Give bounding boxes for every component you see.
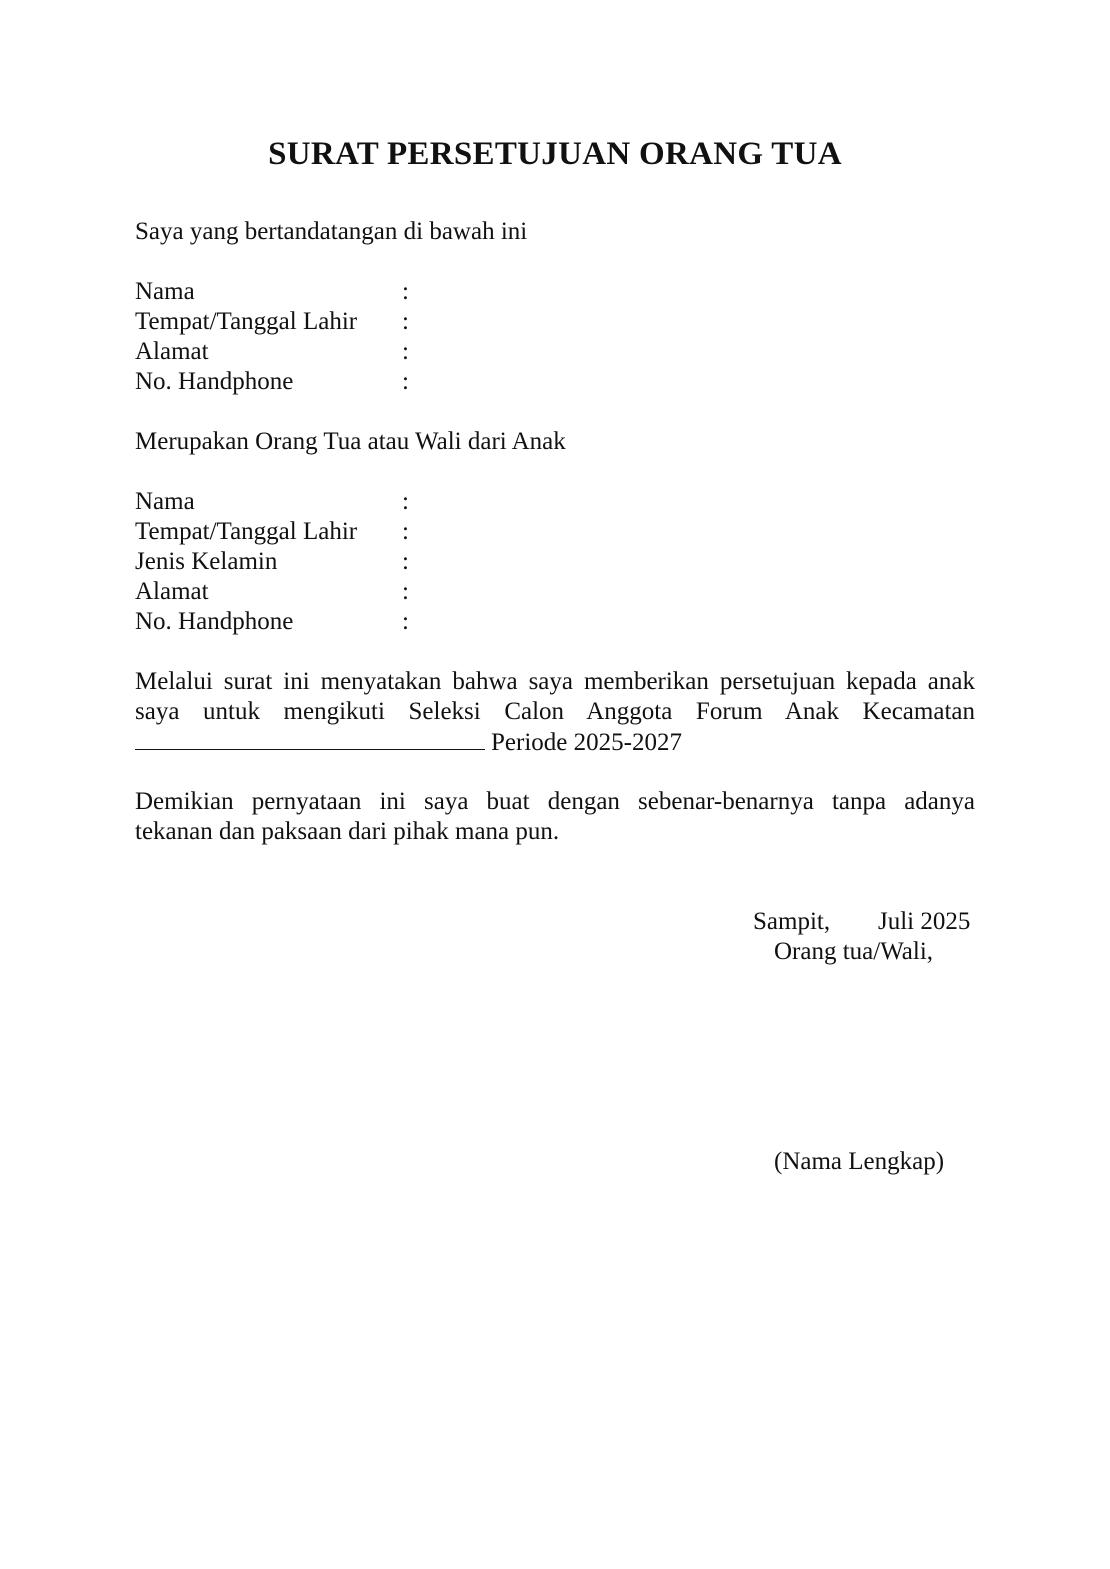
child-field-name-label: Nama bbox=[135, 488, 195, 515]
parent-field-address-label: Alamat bbox=[135, 338, 209, 365]
signature-role: Orang tua/Wali, bbox=[774, 938, 934, 965]
consent-paragraph bbox=[135, 667, 975, 758]
child-field-gender-label: Jenis Kelamin bbox=[135, 548, 278, 575]
consent-line-1: Melalui surat ini menyatakan bahwa saya memberikan persetujuan kepada anak bbox=[135, 668, 975, 695]
relation-text: Merupakan Orang Tua atau Wali dari Anak bbox=[135, 428, 566, 455]
signature-name-placeholder: (Nama Lengkap) bbox=[774, 1148, 945, 1175]
field-colon: : bbox=[402, 368, 409, 395]
parent-field-birth-label: Tempat/Tanggal Lahir bbox=[135, 308, 358, 335]
closing-line-2: tekanan dan paksaan dari pihak mana pun. bbox=[135, 818, 560, 845]
consent-line-2: saya untuk mengikuti Seleksi Calon Anggota Forum Anak Kecamatan bbox=[135, 698, 975, 725]
field-colon: : bbox=[402, 488, 409, 515]
signature-date: Juli 2025 bbox=[878, 908, 971, 935]
child-field-phone-label: No. Handphone bbox=[135, 608, 294, 635]
closing-line-1: Demikian pernyataan ini saya buat dengan sebenar-benarnya tanpa adanya bbox=[135, 788, 975, 815]
child-field-birth-label: Tempat/Tanggal Lahir bbox=[135, 518, 358, 545]
parent-field-phone-label: No. Handphone bbox=[135, 368, 294, 395]
period-text: Periode 2025-2027 bbox=[491, 729, 682, 756]
parent-field-name-label: Nama bbox=[135, 278, 195, 305]
field-colon: : bbox=[402, 338, 409, 365]
child-field-address-label: Alamat bbox=[135, 578, 209, 605]
closing-paragraph bbox=[135, 787, 975, 847]
district-blank-line bbox=[135, 727, 485, 750]
consent-line-3 bbox=[135, 727, 975, 758]
field-colon: : bbox=[402, 308, 409, 335]
document-title: SURAT PERSETUJUAN ORANG TUA bbox=[268, 136, 842, 172]
field-colon: : bbox=[402, 518, 409, 545]
field-colon: : bbox=[402, 578, 409, 605]
field-colon: : bbox=[402, 608, 409, 635]
intro-text: Saya yang bertandatangan di bawah ini bbox=[135, 218, 528, 245]
signature-place: Sampit, bbox=[753, 908, 831, 935]
field-colon: : bbox=[402, 548, 409, 575]
field-colon: : bbox=[402, 278, 409, 305]
